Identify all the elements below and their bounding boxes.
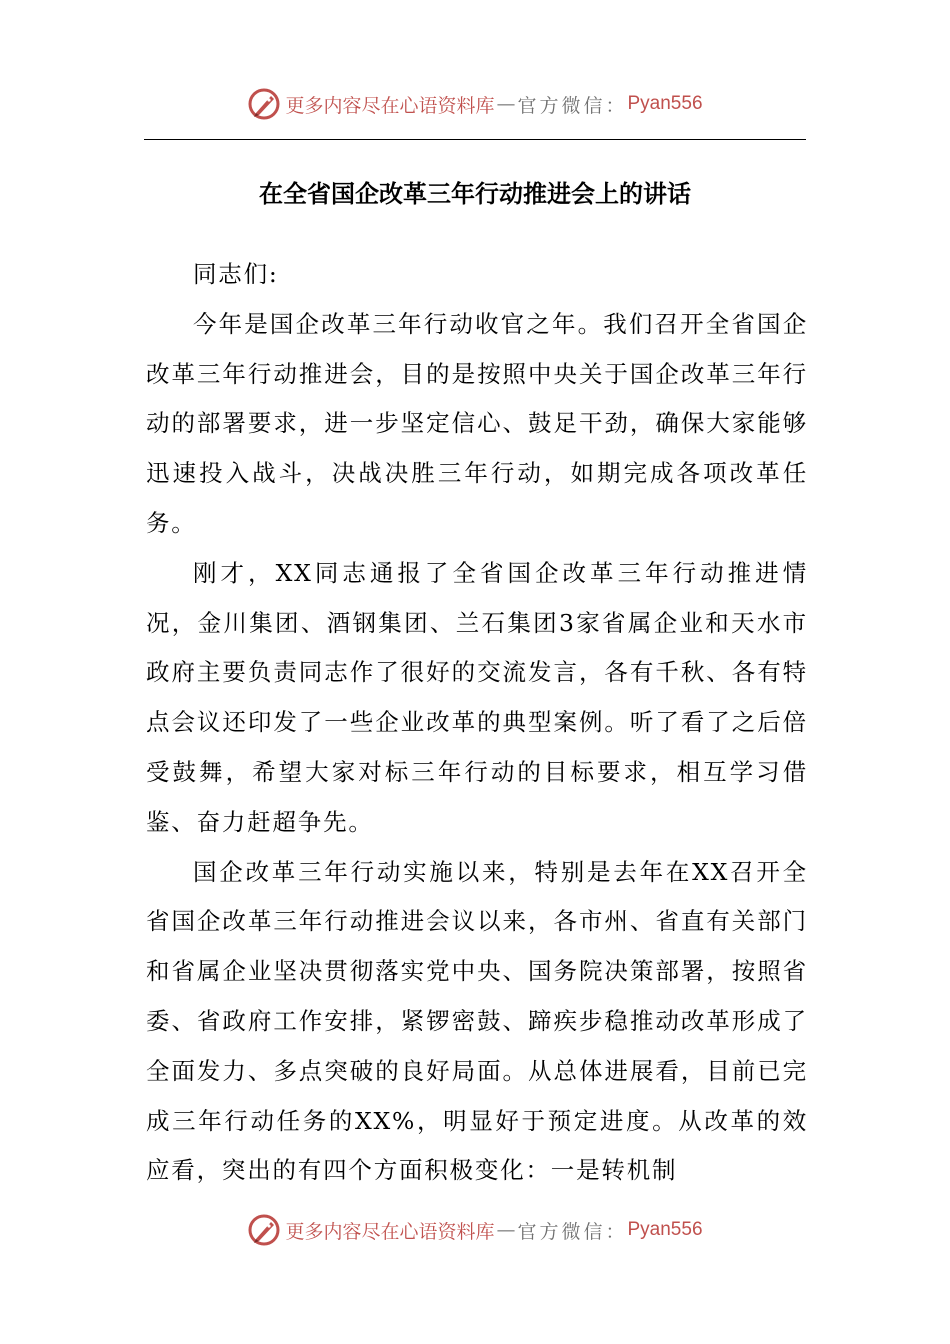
paragraph: 国企改革三年行动实施以来，特别是去年在XX召开全省国企改革三年行动推进会议以来，各市州、省直有关部门和省属企业坚决贯彻落实党中央、国务院决策部署，按照省委、省政府工作安排，紧锣密鼓、蹄疾步稳推动改革形成了全面发力、多点突破的良好局面。从总体进展看，目前已完成三年行动任务的XX%，明显好于预定进度。从改革的效应看，突出的有四个方面积极变化：一是转机制 [146, 857, 808, 1185]
banner-wechat-id: Pyan556 [627, 93, 703, 114]
greeting: 同志们: [193, 260, 279, 288]
banner-site-text: 更多内容尽在心语资料库 [285, 94, 495, 117]
banner-wechat-label: 官方微信： [517, 94, 628, 117]
footer-banner [0, 1208, 950, 1252]
banner-dash: — [496, 1219, 516, 1241]
header-divider [144, 139, 806, 140]
document-title: 在全省国企改革三年行动推进会上的讲话 [259, 179, 691, 208]
paragraph: 今年是国企改革三年行动收官之年。我们召开全省国企改革三年行动推进会，目的是按照中央关于国企改革三年行动的部署要求，进一步坚定信心、鼓足干劲，确保大家能够迅速投入战斗，决战决胜三年行动，如期完成各项改革任务。 [146, 309, 808, 537]
header-banner [0, 82, 950, 126]
banner-dash: — [496, 93, 516, 115]
pen-nib-logo-icon [247, 1213, 281, 1247]
banner-wechat-label: 官方微信： [517, 1220, 628, 1243]
banner-wechat-id: Pyan556 [627, 1219, 703, 1240]
paragraph: 刚才，XX同志通报了全省国企改革三年行动推进情况，金川集团、酒钢集团、兰石集团3家省属企业和天水市政府主要负责同志作了很好的交流发言，各有千秋、各有特点会议还印发了一些企业改革的典型案例。听了看了之后倍受鼓舞，希望大家对标三年行动的目标要求，相互学习借鉴、奋力赶超争先。 [146, 558, 808, 836]
banner-site-text: 更多内容尽在心语资料库 [285, 1220, 495, 1243]
document-body [146, 250, 808, 1196]
pen-nib-logo-icon [247, 87, 281, 121]
